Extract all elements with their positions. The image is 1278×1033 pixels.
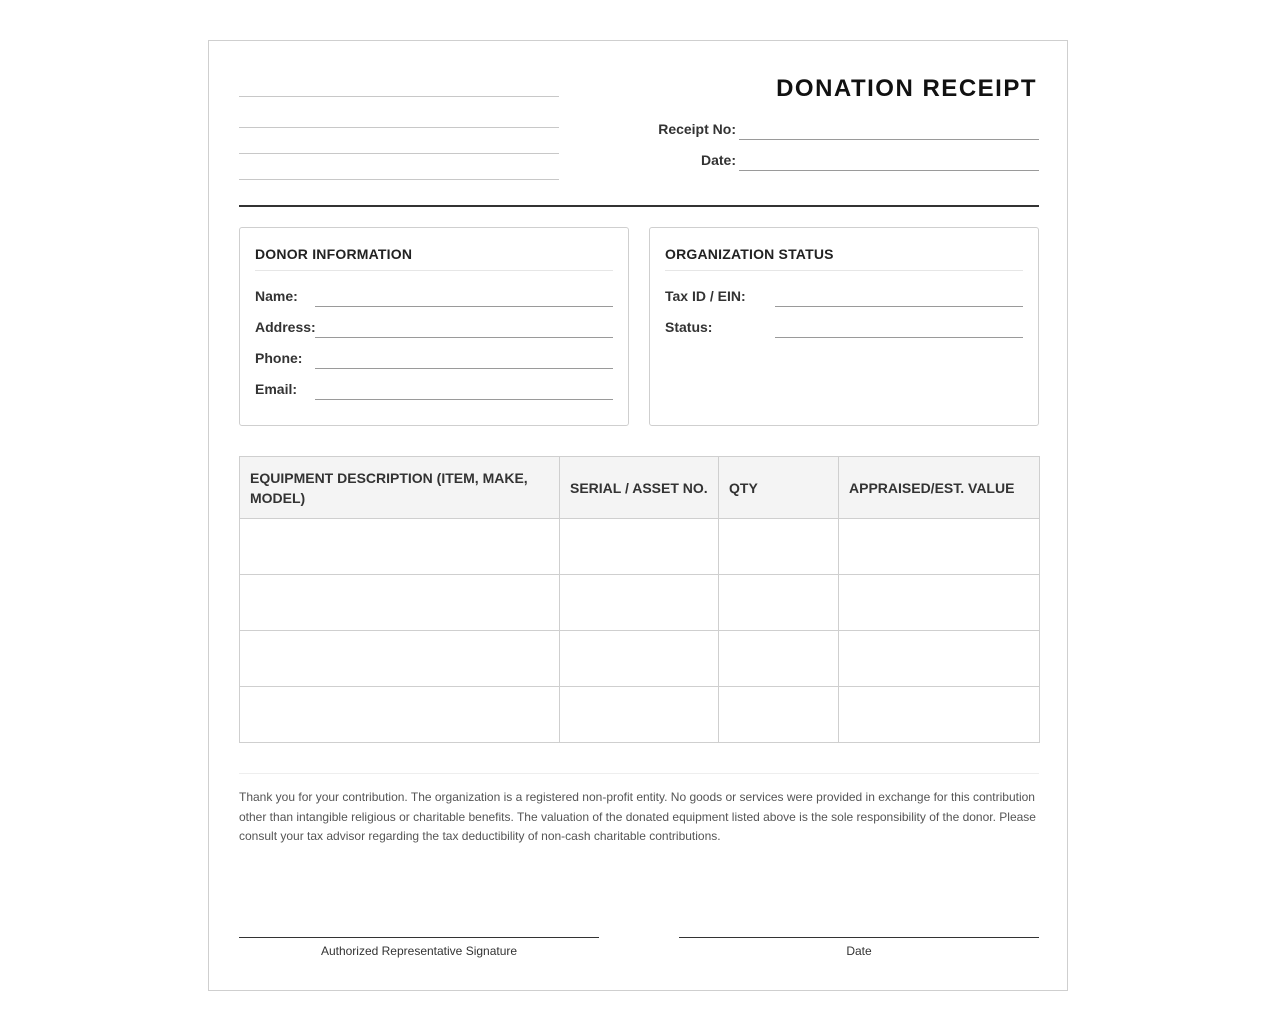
donor-information-title: DONOR INFORMATION: [255, 246, 413, 262]
organization-address-line-2[interactable]: [239, 153, 559, 154]
table-row: [240, 687, 1040, 743]
serial-cell[interactable]: [560, 575, 719, 631]
organization-address-line-1[interactable]: [239, 127, 559, 128]
organization-status-box: [649, 227, 1039, 426]
donor-address-label: Address:: [255, 319, 316, 335]
tax-id-label: Tax ID / EIN:: [665, 288, 746, 304]
value-cell[interactable]: [839, 575, 1040, 631]
header-divider: [239, 205, 1039, 207]
document-title: DONATION RECEIPT: [776, 75, 1037, 102]
representative-signature-caption: Authorized Representative Signature: [320, 944, 518, 958]
value-cell[interactable]: [839, 519, 1040, 575]
qty-cell[interactable]: [719, 631, 839, 687]
organization-contact-line[interactable]: [239, 179, 559, 180]
donor-title-divider: [255, 270, 613, 271]
receipt-no-field[interactable]: [739, 139, 1039, 140]
tax-notice-text: Thank you for your contribution. The organization is a registered non-profit entity. No goods or services were provided in exchange for this contribution other than intangible religious or charitable benefits. The valuation of the donated equipment listed above is the sole responsibility of the donor. Please consult your tax advisor regarding the tax deductibility of non-cash charitable contributions.: [239, 790, 1036, 843]
footer-divider: [239, 773, 1039, 774]
signature-date-caption: Date: [846, 944, 872, 958]
column-header-value: APPRAISED/EST. VALUE: [839, 457, 1040, 519]
donor-email-label: Email:: [255, 381, 298, 397]
receipt-date-label: Date:: [700, 152, 736, 168]
serial-cell[interactable]: [560, 519, 719, 575]
qty-cell[interactable]: [719, 687, 839, 743]
representative-signature-line[interactable]: [239, 937, 599, 938]
column-header-qty: QTY: [719, 457, 839, 519]
column-header-serial: SERIAL / ASSET NO.: [560, 457, 719, 519]
organization-title-divider: [665, 270, 1023, 271]
value-cell[interactable]: [839, 631, 1040, 687]
table-row: [240, 519, 1040, 575]
receipt-date-field[interactable]: [739, 170, 1039, 171]
receipt-page: [208, 40, 1068, 991]
donor-name-label: Name:: [255, 288, 298, 304]
organization-status-title: ORGANIZATION STATUS: [665, 246, 834, 262]
serial-cell[interactable]: [560, 631, 719, 687]
description-cell[interactable]: [240, 631, 560, 687]
status-field[interactable]: [775, 337, 1023, 338]
status-label: Status:: [665, 319, 713, 335]
serial-cell[interactable]: [560, 687, 719, 743]
signature-date-line[interactable]: [679, 937, 1039, 938]
value-cell[interactable]: [839, 687, 1040, 743]
donor-information-box: [239, 227, 629, 426]
donor-address-field[interactable]: [315, 337, 613, 338]
donor-phone-label: Phone:: [255, 350, 303, 366]
qty-cell[interactable]: [719, 575, 839, 631]
description-cell[interactable]: [240, 575, 560, 631]
description-cell[interactable]: [240, 687, 560, 743]
donor-name-field[interactable]: [315, 306, 613, 307]
donor-email-field[interactable]: [315, 399, 613, 400]
tax-id-field[interactable]: [775, 306, 1023, 307]
table-row: [240, 575, 1040, 631]
qty-cell[interactable]: [719, 519, 839, 575]
donor-phone-field[interactable]: [315, 368, 613, 369]
column-header-description: EQUIPMENT DESCRIPTION (ITEM, MAKE, MODEL): [240, 457, 560, 519]
description-cell[interactable]: [240, 519, 560, 575]
organization-name-line[interactable]: [239, 96, 559, 97]
equipment-table: [239, 456, 1040, 743]
table-header-row: [240, 457, 1040, 519]
receipt-no-label: Receipt No:: [658, 121, 736, 137]
table-row: [240, 631, 1040, 687]
